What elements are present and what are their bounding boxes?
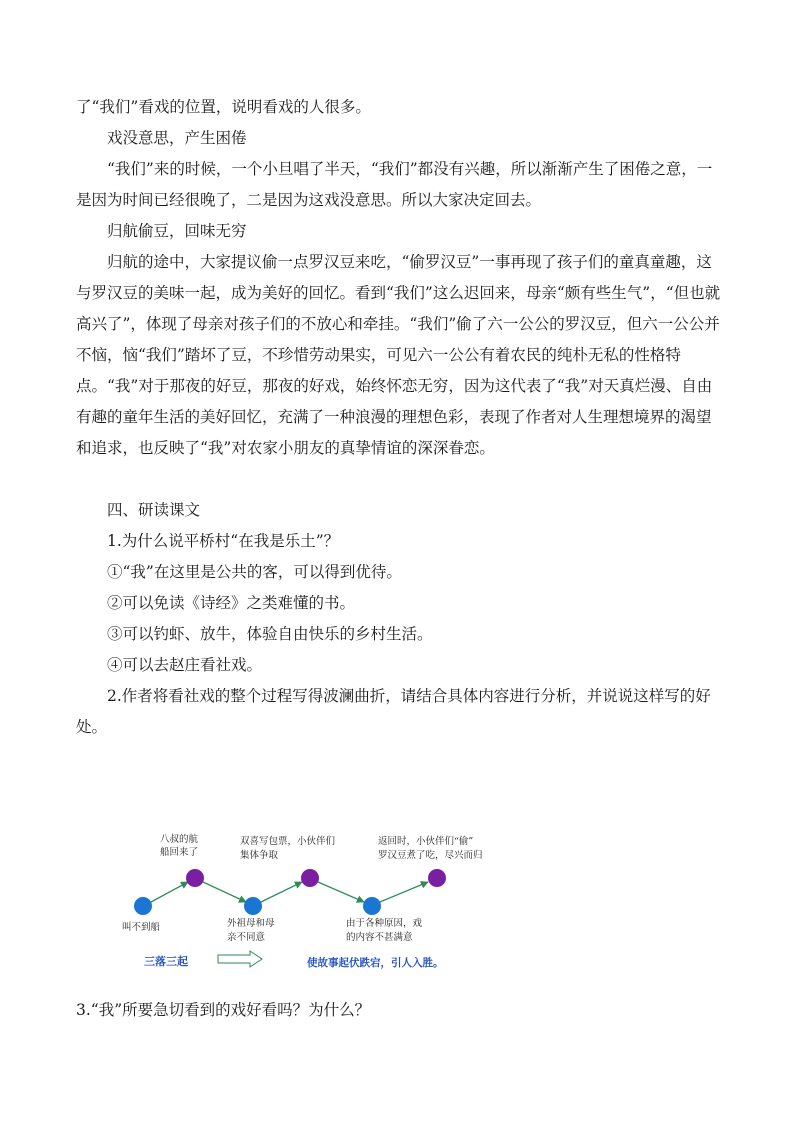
high-point-dot <box>301 869 319 887</box>
arrow-connector <box>318 882 364 902</box>
low-point-dot <box>363 897 381 915</box>
high-point-dot <box>428 869 446 887</box>
low-label: 的内容不甚满意 <box>346 932 413 943</box>
outline-arrow-icon <box>218 951 262 967</box>
low-point-dot <box>244 897 262 915</box>
paragraph-sleepy: “我们”来的时候，一个小旦唱了半天，“我们”都没有兴趣，所以渐渐产生了困倦之意，一是因为时间已经很晚了，二是因为这戏没意思。所以大家决定回去。 <box>76 160 713 209</box>
answer-3: ③可以钓虾、放牛，体验自由快乐的乡村生活。 <box>107 625 433 643</box>
arrow-connector <box>203 882 246 902</box>
high-label: 返回时，小伙伴们“偷” <box>378 836 474 847</box>
answer-2: ②可以免读《诗经》之类难懂的书。 <box>107 594 356 612</box>
plot-rise-fall-diagram <box>122 828 520 978</box>
caption-effect: 使故事起伏跌宕，引人入胜。 <box>307 957 444 969</box>
answer-4: ④可以去赵庄看社戏。 <box>107 656 263 674</box>
high-label: 船回来了 <box>160 847 199 858</box>
high-label: 集体争取 <box>240 850 279 861</box>
question-1: 1.为什么说平桥村“在我是乐土”？ <box>107 532 340 550</box>
paragraph-return-analysis: 归航的途中，大家提议偷一点罗汉豆来吃，“偷罗汉豆”一事再现了孩子们的童真童趣，这与罗汉豆的美味一起，成为美好的回忆。看到“我们”这么迟回来，母亲“颇有些生气”，“但也就高兴了”，体现了母亲对孩子们的不放心和牵挂。“我们”偷了六一公公的罗汉豆，但六一公公并不恼，恼“我们”踏坏了豆，不珍惜劳动果实，可见六一公公有着农民的纯朴无私的性格特点。“我”对于那夜的好豆，那夜的好戏，始终怀恋无穷，因为这代表了“我”对天真烂漫、自由有趣的童年生活的美好回忆，充满了一种浪漫的理想色彩，表现了作者对人生理想境界的渴望和追求，也反映了“我”对农家小朋友的真挚情谊的深深眷恋。 <box>76 253 721 457</box>
arrow-connector <box>261 882 302 902</box>
high-label: 八叔的航 <box>160 834 199 845</box>
low-label: 外祖母和母 <box>227 918 275 929</box>
caption-three-falls: 三落三起 <box>144 955 188 968</box>
low-label: 亲不同意 <box>227 932 266 943</box>
section-heading-study: 四、研读课文 <box>107 501 201 519</box>
low-label: 叫不到船 <box>122 922 161 933</box>
low-label: 由于各种原因，戏 <box>346 918 423 929</box>
arrow-connector <box>151 882 188 902</box>
low-point-dot <box>134 897 152 915</box>
arrow-connector <box>380 882 428 902</box>
high-point-dot <box>186 869 204 887</box>
answer-1: ①“我”在这里是公共的客，可以得到优待。 <box>107 563 402 581</box>
high-label: 罗汉豆煮了吃，尽兴而归 <box>378 850 483 861</box>
high-label: 双喜写包票，小伙伴们 <box>240 836 336 847</box>
question-3: 3.“我”所要急切看到的戏好看吗？为什么？ <box>76 1001 371 1019</box>
paragraph-continued: 了“我们”看戏的位置，说明看戏的人很多。 <box>76 98 371 116</box>
subheading-return-beans: 归航偷豆，回味无穷 <box>107 222 247 240</box>
subheading-boring-play: 戏没意思，产生困倦 <box>107 129 247 147</box>
question-2: 2.作者将看社戏的整个过程写得波澜曲折，请结合具体内容进行分析，并说说这样写的好处。 <box>76 687 711 736</box>
